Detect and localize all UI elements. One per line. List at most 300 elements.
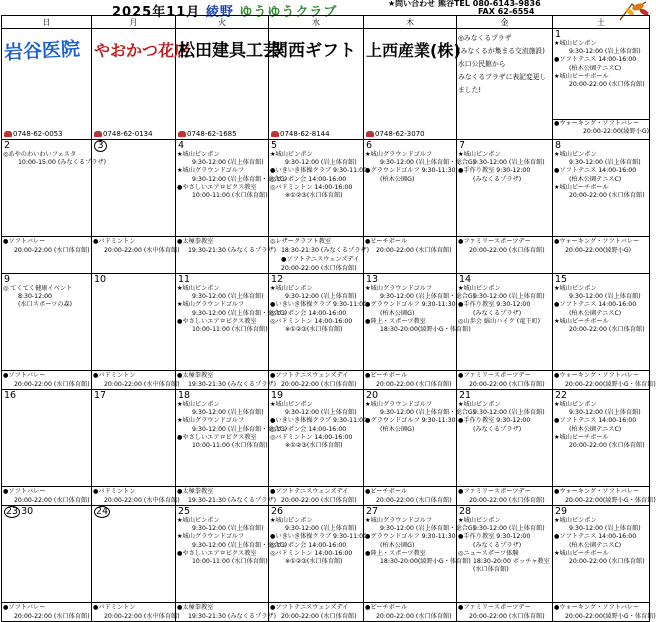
evening-events bbox=[176, 487, 277, 506]
day-number: 13 bbox=[366, 274, 379, 285]
event-line: ★城山ビーチボール bbox=[554, 317, 609, 325]
sponsor-phone bbox=[271, 130, 330, 139]
event-line: ◎山歩会 綿山ハイク (竜王町) bbox=[458, 317, 541, 325]
event-line: ◎バドミントン 14:00-16:00 bbox=[270, 549, 353, 557]
day-number: 12 bbox=[271, 274, 284, 285]
event-line: ●手作り教室 9:30-12:00 bbox=[458, 417, 531, 425]
notice-line: (みなくるが集まる交流施設) bbox=[458, 47, 545, 55]
day-number: 18 bbox=[178, 390, 191, 401]
event-line: ※①②③(水口体育館) bbox=[285, 192, 343, 200]
event-line: 9:30-12:00 (岩上体育館) bbox=[192, 525, 264, 533]
event-line: ★城山ビーチボール bbox=[554, 183, 609, 191]
event-line: ●やさしいエアロビクス教室 bbox=[177, 433, 257, 441]
evening-line: 19:30-21:30 (みなくるプラザ) bbox=[188, 381, 277, 388]
evening-events bbox=[553, 119, 649, 136]
day-number-row bbox=[553, 140, 649, 151]
event-line: (柏木公園G) bbox=[380, 425, 415, 433]
day-cell-26 bbox=[269, 506, 368, 603]
event-line: ●陸上・スポーツ教室 bbox=[365, 317, 426, 325]
evening-events bbox=[269, 237, 370, 274]
day-number: 14 bbox=[459, 274, 472, 285]
event-line: 9:30-12:00 (岩上体育館・総合G) bbox=[192, 541, 288, 549]
calendar-table bbox=[1, 15, 656, 622]
event-line: ●手作り教室 9:30-12:00 bbox=[458, 533, 531, 541]
evening-line: ●ソフトテニスウェンズデイ bbox=[270, 604, 349, 611]
event-line: ★城山ピンポン bbox=[177, 151, 220, 158]
sponsor-cell bbox=[364, 29, 461, 140]
evening-events bbox=[92, 237, 180, 274]
evening-line: 20:00-22:00(綾野小G・体育館) bbox=[565, 613, 656, 620]
event-line: ●ソフトテニス 14:00-16:00 bbox=[554, 56, 637, 64]
contact-info bbox=[388, 0, 541, 16]
evening-line: ●ウォーキング・ソフトバレー bbox=[554, 372, 640, 379]
event-line: 10:00-11:00 (水口体育館) bbox=[192, 442, 268, 450]
sponsor-cell bbox=[269, 29, 364, 140]
evening-line: ●太極拳教室 bbox=[177, 372, 214, 379]
evening-events bbox=[553, 371, 656, 390]
day-cell-5 bbox=[269, 140, 368, 237]
evening-line: 20:00-22:00 (水口体育館) bbox=[281, 265, 357, 272]
event-line: ●グラウンドゴルフ 9:30-11:30 bbox=[365, 417, 456, 425]
evening-events bbox=[2, 487, 92, 506]
day-cell-10 bbox=[92, 274, 176, 371]
evening-line: 19:30-21:30 (みなくるプラザ) bbox=[188, 613, 277, 620]
event-line: ●ソフトテニス 14:00-16:00 bbox=[554, 533, 637, 541]
sponsor-phone bbox=[366, 130, 425, 139]
event-line: 18:30-20:00(綾野小G・体育館) bbox=[380, 326, 471, 334]
evening-line: 20:00-22:00 (水口体育館) bbox=[14, 497, 90, 504]
evening-line: ●ウォーキング・ソフトバレー bbox=[554, 120, 640, 127]
evening-line: 20:00-22:00(綾野小G) bbox=[565, 247, 632, 254]
evening-line: ●ソフトテニスウェンズデイ bbox=[270, 372, 349, 379]
evening-events bbox=[553, 603, 656, 622]
weekday-5: 金 bbox=[457, 16, 553, 29]
event-line: ★城山グラウンドゴルフ bbox=[365, 517, 433, 524]
event-line: (柏木公園G) bbox=[380, 541, 415, 549]
weekday-header-row bbox=[2, 16, 650, 29]
event-line: 20:00-22:00 (水口体育館) bbox=[569, 192, 645, 200]
event-line: 9:30-12:00 (岩上体育館・総合G) bbox=[192, 175, 288, 183]
event-line: 20:00-22:00 (水口体育館) bbox=[569, 81, 645, 89]
evening-line: 18:30-21:30 (みなくるプラザ) bbox=[281, 247, 370, 254]
evening-line: 20:00-22:00 (水口体育館) bbox=[469, 381, 545, 388]
event-line: (水口スポーツの森) bbox=[18, 301, 73, 309]
notice-cell bbox=[457, 29, 553, 140]
evening-line: 20:00-22:00 (水口体育館) bbox=[376, 613, 452, 620]
event-line: 9:30-12:00 (岩上体育館) bbox=[285, 159, 357, 167]
sponsor-cell bbox=[92, 29, 191, 140]
event-line: 18:30-20:00(綾野小G・体育館) bbox=[380, 558, 471, 566]
weekday-2: 火 bbox=[176, 16, 269, 29]
evening-line: ●ソフトバレー bbox=[3, 604, 46, 611]
contact-phone: ★問い合わせ 熊谷TEL 080-6143-9836 bbox=[388, 0, 541, 8]
event-line: (みなくるプラザ) bbox=[473, 541, 522, 549]
event-line: ★城山ピンポン bbox=[270, 285, 313, 292]
event-line: ◎ニュースポーツ体験 bbox=[458, 549, 519, 557]
evening-line: 20:00-22:00 (水口体育館) bbox=[14, 613, 90, 620]
evening-line: ●ソフトバレー bbox=[3, 488, 46, 495]
day-number: 5 bbox=[271, 140, 278, 151]
event-line: ★城山ビーチボール bbox=[554, 433, 609, 441]
evening-events bbox=[553, 237, 650, 274]
day-number-row bbox=[176, 390, 268, 401]
event-line: ●やさしいエアロビクス教室 bbox=[177, 317, 257, 325]
notice-line: ◎みなくるプラザ bbox=[458, 34, 512, 42]
day-number: 27 bbox=[366, 506, 379, 517]
event-line: (柏木公園G) bbox=[380, 309, 415, 317]
event-line: 10:00-15:00 (みなくるプラザ) bbox=[18, 159, 107, 167]
event-line: ◎バドミントン 14:00-16:00 bbox=[270, 183, 353, 191]
event-line: ★城山ピンポン bbox=[554, 285, 597, 292]
event-line: ●やさしいエアロビクス教室 bbox=[177, 183, 257, 191]
event-line: (水口体育館) bbox=[473, 566, 509, 574]
event-line: 9:30-12:00 (岩上体育館) bbox=[569, 525, 641, 533]
evening-line: ●ソフトテニスウェンズデイ bbox=[270, 488, 349, 495]
day-number-row bbox=[457, 506, 552, 517]
day-number-row bbox=[457, 390, 552, 401]
day-number: 6 bbox=[366, 140, 373, 151]
evening-events bbox=[457, 603, 553, 622]
event-line: ●ソフトテニス 14:00-16:00 bbox=[554, 301, 637, 309]
evening-events bbox=[2, 371, 92, 390]
circled-day-number: 23 bbox=[6, 506, 19, 517]
day-number: 1 bbox=[555, 29, 562, 40]
event-line: ★城山ピンポン bbox=[554, 151, 597, 158]
sponsor-phone bbox=[4, 130, 63, 139]
day-number-row bbox=[364, 390, 456, 401]
sponsor-tel: 0748-62-1685 bbox=[187, 130, 237, 138]
event-line: ◎バドミントン 14:00-16:00 bbox=[270, 317, 353, 325]
event-line: ●手作り教室 9:30-12:00 bbox=[458, 167, 531, 175]
event-line: (柏木公園テニスC) bbox=[569, 64, 622, 72]
day-cell-22 bbox=[553, 390, 650, 487]
event-line: 18:30-20:00 ボッチャ教室 bbox=[473, 558, 550, 566]
day-number-extra: 30 bbox=[21, 506, 34, 517]
event-line: ◎ピンポン会 14:00-16:00 bbox=[270, 309, 347, 317]
event-line: ●グラウンドゴルフ 9:30-11:30 bbox=[365, 301, 456, 309]
telephone-icon bbox=[4, 131, 12, 137]
weekday-4: 木 bbox=[364, 16, 457, 29]
event-line: ★城山ピンポン bbox=[177, 285, 220, 292]
day-cell-15 bbox=[553, 274, 650, 371]
event-line: (みなくるプラザ) bbox=[473, 425, 522, 433]
evening-line: ●ファミリースポーツデー bbox=[458, 604, 531, 611]
evening-line: 20:00-22:00(綾野小G・体育館) bbox=[565, 381, 656, 388]
day-number-row bbox=[269, 390, 363, 401]
evening-line: ●ウォーキング・ソフトバレー bbox=[554, 488, 640, 495]
day-number: 11 bbox=[178, 274, 191, 285]
evening-line: 20:00-22:00 (水口体育館) bbox=[469, 247, 545, 254]
sponsor-cell bbox=[176, 29, 280, 140]
evening-line: ●ウォーキング・ソフトバレー bbox=[554, 238, 640, 245]
evening-events bbox=[2, 603, 92, 622]
sponsor-tel: 0748-62-0053 bbox=[13, 130, 63, 138]
event-line: (柏木公園テニスC) bbox=[569, 425, 622, 433]
event-line: ◎ピンポン会 14:00-16:00 bbox=[270, 541, 347, 549]
evening-events bbox=[553, 487, 656, 506]
sponsor-tel: 0748-62-8144 bbox=[280, 130, 330, 138]
evening-events bbox=[92, 487, 180, 506]
evening-line: 20:00-22:00 (水口体育館) bbox=[469, 497, 545, 504]
sponsor-tel: 0748-62-3070 bbox=[375, 130, 425, 138]
event-line: ●グラウンドゴルフ 9:30-11:30 bbox=[365, 533, 456, 541]
event-line: ※①②③(水口体育館) bbox=[285, 442, 343, 450]
event-line: 9:30-12:00 (岩上体育館) bbox=[285, 525, 357, 533]
evening-line: ●バドミントン bbox=[93, 238, 136, 245]
event-line: 9:30-12:00 (岩上体育館・総合G) bbox=[192, 425, 288, 433]
evening-line: 20:00-22:00 (水口体育館) bbox=[281, 381, 357, 388]
day-number: 26 bbox=[271, 506, 284, 517]
event-line: ★城山ピンポン bbox=[177, 401, 220, 408]
event-line: ★城山グラウンドゴルフ bbox=[177, 301, 245, 309]
event-line: 9:30-12:00 (岩上体育館) bbox=[473, 525, 545, 533]
evening-line: ●ファミリースポーツデー bbox=[458, 372, 531, 379]
day-number-row bbox=[269, 140, 363, 151]
event-line: 10:00-11:00 (水口体育館) bbox=[192, 192, 268, 200]
day-number-row bbox=[457, 274, 552, 285]
event-line: 9:30-12:00 (岩上体育館) bbox=[285, 293, 357, 301]
evening-line: 20:00-22:00 (水中体育館) bbox=[104, 247, 180, 254]
evening-events bbox=[92, 603, 180, 622]
event-line: (柏木公園テニスC) bbox=[569, 309, 622, 317]
event-line: ●やさしいエアロビクス教室 bbox=[177, 549, 257, 557]
day-cell-28 bbox=[457, 506, 553, 603]
evening-line: ●ビーチボール bbox=[365, 604, 408, 611]
day-number-row bbox=[2, 390, 91, 401]
event-line: 20:00-22:00 (水口体育館) bbox=[569, 442, 645, 450]
day-number-row bbox=[2, 506, 91, 518]
event-line: ★城山ピンポン bbox=[270, 401, 313, 408]
event-line: ●いきいき体操クラブ 9:30-11:00 bbox=[270, 417, 368, 425]
day-number-row bbox=[269, 506, 363, 517]
event-line: ※①②③(水口体育館) bbox=[285, 326, 343, 334]
day-cell-7 bbox=[457, 140, 553, 237]
contact-fax: FAX 62-6554 bbox=[478, 7, 535, 16]
day-number: 10 bbox=[94, 274, 107, 285]
event-line: ●手作り教室 9:30-12:00 bbox=[458, 301, 531, 309]
evening-line: ◎レザークラフト教室 bbox=[270, 238, 332, 245]
event-line: 8:30-12:00 bbox=[18, 293, 52, 301]
day-number-row bbox=[269, 274, 363, 285]
evening-line: ●ビーチボール bbox=[365, 372, 408, 379]
notice-line: みなくるプラザに表記変更し bbox=[458, 73, 547, 81]
evening-line: ●太極拳教室 bbox=[177, 238, 214, 245]
day-number-row bbox=[92, 390, 175, 401]
evening-line: 20:00-22:00(綾野小G・体育館) bbox=[565, 497, 656, 504]
event-line: ★城山ビーチボール bbox=[554, 549, 609, 557]
day-number: 15 bbox=[555, 274, 568, 285]
day-number-row bbox=[176, 140, 268, 151]
evening-line: ●バドミントン bbox=[93, 488, 136, 495]
event-line: ★城山グラウンドゴルフ bbox=[177, 533, 245, 541]
evening-line: ●ソフトバレー bbox=[3, 372, 46, 379]
evening-events bbox=[176, 603, 277, 622]
evening-line: 20:00-22:00 (水口体育館) bbox=[14, 381, 90, 388]
day-cell-14 bbox=[457, 274, 553, 371]
evening-line: 20:00-22:00 (水口体育館) bbox=[281, 497, 357, 504]
event-line: ★城山ピンポン bbox=[554, 40, 597, 47]
day-number: 16 bbox=[4, 390, 17, 401]
event-line: ◎ピンポン会 14:00-16:00 bbox=[270, 425, 347, 433]
evening-events bbox=[2, 237, 92, 274]
evening-line: ●太極拳教室 bbox=[177, 604, 214, 611]
event-line: ★城山グラウンドゴルフ bbox=[177, 167, 245, 175]
evening-events bbox=[364, 487, 457, 506]
day-number: 17 bbox=[94, 390, 107, 401]
day-cell-21 bbox=[457, 390, 553, 487]
evening-events bbox=[457, 487, 553, 506]
day-number-row bbox=[2, 274, 91, 285]
sponsor-logo: 松田建具工芸 bbox=[178, 41, 280, 61]
day-number-row bbox=[553, 506, 649, 517]
page-header bbox=[0, 0, 650, 20]
event-line: 9:30-12:00 (岩上体育館・総合G) bbox=[380, 159, 476, 167]
circled-day-number: 24 bbox=[96, 506, 109, 517]
evening-events bbox=[176, 237, 277, 274]
day-number-row bbox=[92, 506, 175, 518]
event-line: 9:30-12:00 (岩上体育館・総合G) bbox=[380, 409, 476, 417]
event-line: 9:30-12:00 (岩上体育館) bbox=[473, 159, 545, 167]
event-line: 9:30-12:00 (岩上体育館) bbox=[473, 293, 545, 301]
evening-line: ●ビーチボール bbox=[365, 238, 408, 245]
day-number-row bbox=[457, 140, 552, 151]
event-line: 20:00-22:00 (水口体育館) bbox=[569, 558, 645, 566]
evening-events bbox=[364, 371, 457, 390]
event-line: ★城山ピンポン bbox=[177, 517, 220, 524]
event-line: ★城山グラウンドゴルフ bbox=[177, 417, 245, 425]
event-line: (柏木公園テニスC) bbox=[569, 541, 622, 549]
event-line: 9:30-12:00 (岩上体育館) bbox=[569, 48, 641, 56]
evening-line: 20:00-22:00 (水口体育館) bbox=[469, 613, 545, 620]
title-club: ゆうゆうクラブ bbox=[239, 5, 338, 20]
evening-line: ●太極拳教室 bbox=[177, 488, 214, 495]
day-number: 29 bbox=[555, 506, 568, 517]
event-line: ★城山ピンポン bbox=[554, 517, 597, 524]
telephone-icon bbox=[271, 131, 279, 137]
day-number: 28 bbox=[459, 506, 472, 517]
event-line: ★城山ピンポン bbox=[270, 151, 313, 158]
event-line: 10:00-11:00 (水口体育館) bbox=[192, 558, 268, 566]
event-line: 9:30-12:00 (岩上体育館) bbox=[569, 293, 641, 301]
day-number-row bbox=[553, 274, 649, 285]
event-line: 10:00-11:00 (水口体育館) bbox=[192, 326, 268, 334]
event-line: (みなくるプラザ) bbox=[473, 175, 522, 183]
evening-line: 20:00-22:00 (水口体育館) bbox=[281, 613, 357, 620]
day-number: 4 bbox=[178, 140, 185, 151]
day-cell-6 bbox=[364, 140, 476, 237]
evening-line: 20:00-22:00 (水中体育館) bbox=[104, 613, 180, 620]
evening-line: 20:00-22:00 (水口体育館) bbox=[376, 247, 452, 254]
telephone-icon bbox=[178, 131, 186, 137]
weekday-0: 日 bbox=[2, 16, 92, 29]
evening-line: ●ビーチボール bbox=[365, 488, 408, 495]
evening-line: 20:00-22:00 (水口体育館) bbox=[14, 247, 90, 254]
event-line: 9:30-12:00 (岩上体育館) bbox=[285, 409, 357, 417]
day-number-row bbox=[176, 506, 268, 517]
evening-line: ●ソフトバレー bbox=[3, 238, 46, 245]
event-line: 9:30-12:00 (岩上体育館) bbox=[192, 293, 264, 301]
event-line: ★城山ビーチボール bbox=[554, 72, 609, 80]
day-number: 8 bbox=[555, 140, 562, 151]
event-line: ★城山ピンポン bbox=[458, 517, 501, 524]
event-line: (みなくるプラザ) bbox=[473, 309, 522, 317]
evening-events bbox=[269, 603, 364, 622]
event-line: (柏木公園テニスC) bbox=[569, 175, 622, 183]
day-number: 9 bbox=[4, 274, 11, 285]
day-cell-24 bbox=[92, 506, 176, 603]
event-line: ●いきいき体操クラブ 9:30-11:00 bbox=[270, 167, 368, 175]
title-month: 2025年11月 bbox=[112, 5, 201, 20]
event-line: ●ソフトテニス 14:00-16:00 bbox=[554, 167, 637, 175]
event-line: ※①②③(水口体育館) bbox=[285, 558, 343, 566]
day-number: 22 bbox=[555, 390, 568, 401]
event-line: ★城山ピンポン bbox=[458, 401, 501, 408]
event-line: ●グラウンドゴルフ 9:30-11:30 bbox=[365, 167, 456, 175]
event-line: 9:30-12:00 (岩上体育館) bbox=[192, 409, 264, 417]
event-line: ●陸上・スポーツ教室 bbox=[365, 549, 426, 557]
day-number-row bbox=[92, 274, 175, 285]
evening-events bbox=[92, 371, 180, 390]
evening-line: 20:00-22:00(綾野小G) bbox=[583, 128, 650, 136]
event-line: ★城山ピンポン bbox=[270, 517, 313, 524]
event-line: ◎バドミントン 14:00-16:00 bbox=[270, 433, 353, 441]
sponsor-logo: やおかつ花店 bbox=[94, 41, 191, 60]
day-number-row bbox=[553, 390, 649, 401]
event-line: ★城山ピンポン bbox=[458, 151, 501, 158]
evening-line: ●ソフトテニスウェンズデイ bbox=[281, 256, 360, 263]
day-number-row bbox=[364, 506, 456, 517]
evening-line: 20:00-22:00 (水中体育館) bbox=[104, 497, 180, 504]
event-line: ★城山ピンポン bbox=[554, 401, 597, 408]
weekday-1: 月 bbox=[92, 16, 176, 29]
day-number-row bbox=[176, 274, 268, 285]
day-cell-2 bbox=[2, 140, 107, 237]
event-line: ◎ピンポン会 14:00-16:00 bbox=[270, 175, 347, 183]
evening-events bbox=[457, 237, 553, 274]
sponsor-phone bbox=[94, 130, 153, 139]
day-number: 25 bbox=[178, 506, 191, 517]
event-line: ★城山ピンポン bbox=[458, 285, 501, 292]
evening-line: 20:00-22:00 (水口体育館) bbox=[376, 497, 452, 504]
day-number-row bbox=[364, 274, 456, 285]
evening-events bbox=[269, 371, 364, 390]
evening-line: 19:30-21:30 (みなくるプラザ) bbox=[188, 247, 277, 254]
day-cell-12 bbox=[269, 274, 368, 371]
day-number: 20 bbox=[366, 390, 379, 401]
day-number: 2 bbox=[4, 140, 11, 151]
event-line: 20:00-22:00 (水口体育館) bbox=[569, 326, 645, 334]
event-line: 9:30-12:00 (岩上体育館) bbox=[192, 159, 264, 167]
day-cell-9 bbox=[2, 274, 92, 371]
weekday-3: 水 bbox=[269, 16, 364, 29]
circled-day-number: 3 bbox=[94, 140, 107, 152]
event-line: ★城山グラウンドゴルフ bbox=[365, 151, 433, 158]
day-cell-16 bbox=[2, 390, 92, 487]
event-line: 9:30-12:00 (岩上体育館) bbox=[473, 409, 545, 417]
evening-events bbox=[364, 237, 457, 274]
evening-events bbox=[457, 371, 553, 390]
day-number-row bbox=[2, 140, 91, 151]
day-number-row bbox=[92, 140, 175, 152]
event-line: 9:30-12:00 (岩上体育館) bbox=[569, 409, 641, 417]
event-line: (柏木公園G) bbox=[380, 175, 415, 183]
event-line: 9:30-12:00 (岩上体育館) bbox=[569, 159, 641, 167]
evening-line: 19:30-21:30 (みなくるプラザ) bbox=[188, 497, 277, 504]
sponsor-logo: 岩谷医院 bbox=[3, 38, 81, 64]
evening-events bbox=[364, 603, 457, 622]
event-line: ◎あやのわいわいフェスタ bbox=[3, 151, 77, 158]
sponsor-tel: 0748-62-0134 bbox=[103, 130, 153, 138]
